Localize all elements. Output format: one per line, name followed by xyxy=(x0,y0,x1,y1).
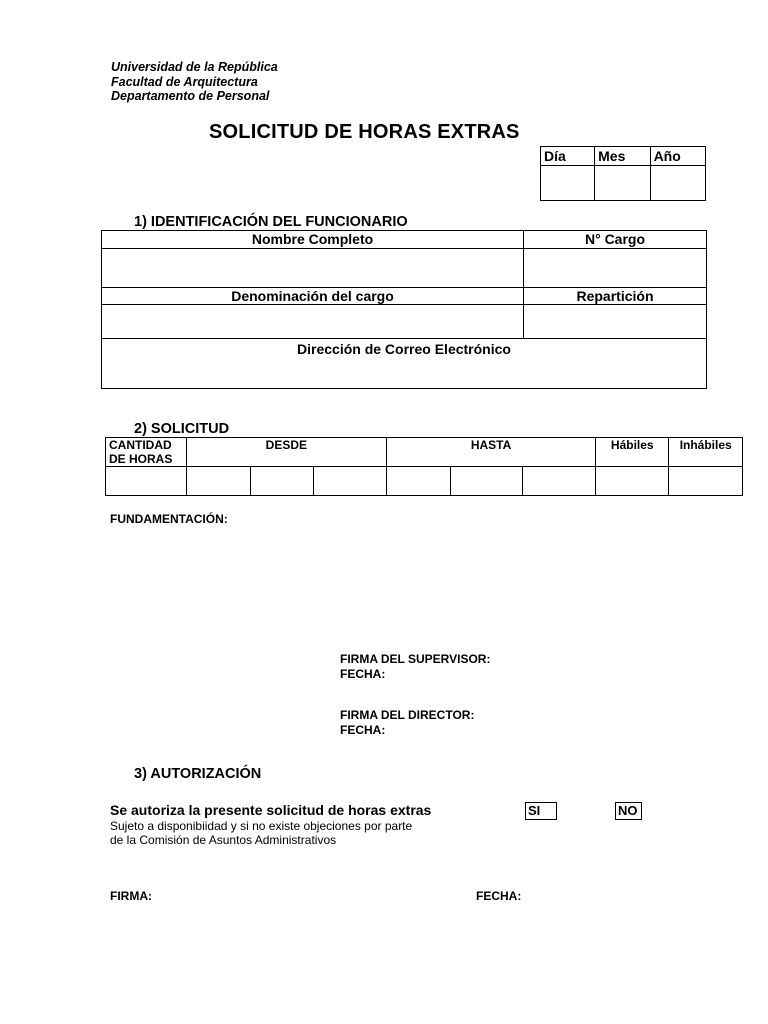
nonbusiness-days-header: Inhábiles xyxy=(669,438,743,467)
no-checkbox[interactable]: NO xyxy=(615,802,642,820)
supervisor-date-label: FECHA: xyxy=(340,667,386,681)
to-header: HASTA xyxy=(387,438,596,467)
to-month-field[interactable] xyxy=(450,467,523,496)
department-label: Repartición xyxy=(524,288,707,305)
email-label: Dirección de Correo Electrónico xyxy=(297,341,511,357)
position-name-label: Denominación del cargo xyxy=(102,288,524,305)
supervisor-sign-label: FIRMA DEL SUPERVISOR: xyxy=(340,652,491,666)
university-name: Universidad de la República xyxy=(111,60,278,74)
day-field[interactable] xyxy=(541,166,595,201)
month-label: Mes xyxy=(595,147,650,166)
form-title: SOLICITUD DE HORAS EXTRAS xyxy=(209,121,520,143)
day-label: Día xyxy=(541,147,595,166)
to-year-field[interactable] xyxy=(523,467,596,496)
department-field[interactable] xyxy=(524,305,707,339)
director-sign-label: FIRMA DEL DIRECTOR: xyxy=(340,708,475,722)
supervisor-signature xyxy=(340,652,490,682)
year-label: Año xyxy=(650,147,705,166)
section3-heading: 3) AUTORIZACIÓN xyxy=(134,766,262,782)
yes-checkbox[interactable]: SI xyxy=(525,802,557,820)
nonbusiness-days-field[interactable] xyxy=(669,467,743,496)
position-no-label: N° Cargo xyxy=(524,231,707,249)
justification-label: FUNDAMENTACIÓN: xyxy=(110,512,228,526)
section2-heading: 2) SOLICITUD xyxy=(134,421,230,437)
final-date-label: FECHA: xyxy=(476,889,522,903)
business-days-header: Hábiles xyxy=(596,438,669,467)
position-no-field[interactable] xyxy=(524,249,707,288)
authorization-statement: Se autoriza la presente solicitud de horas extras xyxy=(110,802,432,818)
to-day-field[interactable] xyxy=(387,467,451,496)
hours-header: CANTIDAD DE HORAS xyxy=(106,438,187,467)
institution-header xyxy=(111,60,278,104)
note-line-2: de la Comisión de Asuntos Administrativos xyxy=(110,833,337,847)
section1-heading: 1) IDENTIFICACIÓN DEL FUNCIONARIO xyxy=(134,214,408,230)
note-line-1: Sujeto a disponibiidad y si no existe objeciones por parte xyxy=(110,819,413,833)
department-name: Departamento de Personal xyxy=(111,89,270,103)
from-year-field[interactable] xyxy=(314,467,387,496)
director-date-label: FECHA: xyxy=(340,723,386,737)
business-days-field[interactable] xyxy=(596,467,669,496)
email-field[interactable] xyxy=(102,339,707,389)
from-header: DESDE xyxy=(186,438,386,467)
from-day-field[interactable] xyxy=(186,467,250,496)
request-table xyxy=(105,437,743,496)
date-table xyxy=(540,146,706,201)
faculty-name: Facultad de Arquitectura xyxy=(111,74,258,89)
position-name-field[interactable] xyxy=(102,305,524,339)
year-field[interactable] xyxy=(650,166,705,201)
full-name-field[interactable] xyxy=(102,249,524,288)
director-signature xyxy=(340,708,474,738)
hours-field[interactable] xyxy=(106,467,187,496)
month-field[interactable] xyxy=(595,166,650,201)
final-signature-label: FIRMA: xyxy=(110,889,152,903)
authorization-note xyxy=(110,819,412,847)
employee-id-table xyxy=(101,230,707,389)
from-month-field[interactable] xyxy=(250,467,314,496)
full-name-label: Nombre Completo xyxy=(102,231,524,249)
